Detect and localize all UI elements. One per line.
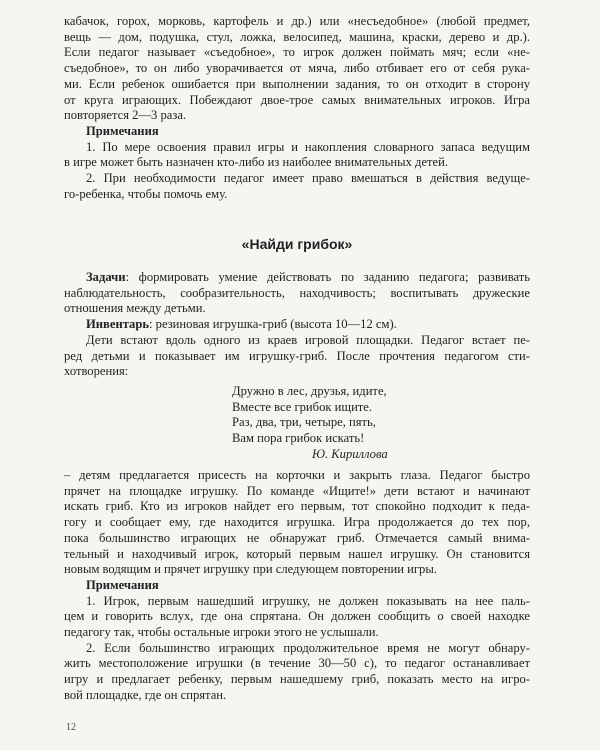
poem-line: Вам пора грибок искать! (232, 431, 365, 446)
poem-line: Дружно в лес, друзья, идите, (232, 384, 387, 398)
poem-author: Ю. Кириллова (312, 446, 388, 461)
game-title: «Найди грибок» (241, 236, 353, 252)
after-poem-paragraph: – детям предлагается присесть на корточки и закрыть глаза. Педагог быстро прячет на площадке игрушку. По команде «Ищите!» дети встают и начинают искать гриб. Кто из игроков найдет его первым, тот спокойно подходит к педа- гогу и сообщает ему, где находится игрушка. Игра продолжается до тех пор, пока большинство играющих не обнаружат гриб. Отмечается самый внима- тельный и находчивый игрок, который первым нашел игрушку. Он становится новым водящим и прячет игрушку при следующем повторении игры. (64, 468, 530, 577)
tasks-label: Задачи (86, 270, 126, 284)
note-1: 1. Игрок, первым нашедший игрушку, не должен показывать на нее паль- цем и говорить вслух, где она спрятана. Он должен сообщить о своей находке педагогу так, чтобы остальные игроки этого не услышали. (64, 593, 530, 640)
inventory-label: Инвентарь (86, 317, 149, 332)
note-2: 2. При необходимости педагог имеет право вмешаться в действия ведуще- го-ребенка, чтобы помочь ему. (64, 171, 530, 201)
note-1: 1. По мере освоения правил игры и накопления словарного запаса ведущим в игре может быть назначен кто-либо из наиболее внимательных детей. (64, 139, 530, 170)
intro-paragraph: Дети встают вдоль одного из краев игровой площадки. Педагог встает пе- ред детьми и показывает им игрушку-гриб. После прочтения педагогом сти- хотворения: (64, 332, 530, 379)
rules-paragraph: кабачок, горох, морковь, картофель и др.) или «несъедобное» (любой предмет, вещь — дом, подушка, стул, ложка, велосипед, машина, краски, дерево и др.). Если педагог называет «съедобное», то игрок должен поймать мяч; если «не- съедобное», то он либо уворачивается от мяча, либо отбивает его от себя рука- ми. Если ребенок ошибается при выполнении задания, то он отходит в сторону от круга играющих. Побеждают двое-трое самых внимательных игроков. Игра повторяется 2—3 раза. (64, 14, 530, 123)
game-description (64, 270, 530, 380)
game-rules (64, 468, 530, 704)
inventory-paragraph: Инвентарь: резиновая игрушка-гриб (высота 10—12 см). (86, 317, 397, 332)
page-number: 12 (66, 722, 76, 733)
poem (232, 384, 388, 463)
tasks-paragraph: Задачи: формировать умение действовать по заданию педагога; развивать наблюдательность, сообразительность, находчивость; воспитывать дружеские отношения между детьми. (64, 270, 530, 316)
notes-heading: Примечания (86, 123, 159, 138)
notes-heading: Примечания (86, 577, 159, 592)
poem-line: Раз, два, три, четыре, пять, (232, 415, 376, 430)
note-2: 2. Если большинство играющих продолжительное время не могут обнару- жить местоположение игрушки (в течение 30—50 с), то педагог останавливает игру и предлагает ребенку, первым нашедшему гриб, показать место на игро- вой площадке, где он спрятан. (64, 640, 530, 702)
poem-line: Вместе все грибок ищите. (232, 399, 373, 414)
previous-game-continuation (64, 14, 530, 202)
